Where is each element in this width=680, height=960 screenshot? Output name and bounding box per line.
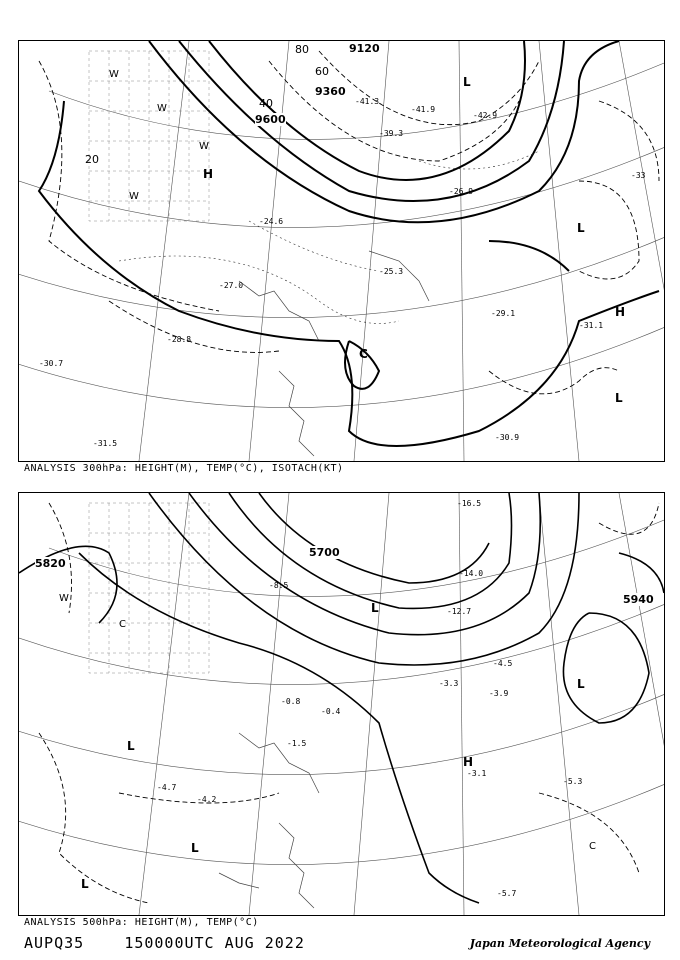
warm-marker: W [109,69,119,80]
station-temp: -0.8 [281,697,301,706]
warm-marker: W [129,191,139,202]
station-temp: -33 [631,171,646,180]
contour-label-9360: 9360 [315,85,346,98]
isotach-label-80: 80 [295,43,309,56]
station-temp: -1.5 [287,739,307,748]
high-center: H [203,167,214,181]
station-temp: -29.1 [491,309,516,318]
station-temp: -41.9 [411,105,436,114]
contour-label-9120: 9120 [349,42,380,55]
station-temp: -24.6 [259,217,284,226]
agency-credit: Japan Meteorological Agency [469,937,650,950]
isotach-label-60: 60 [315,65,329,78]
high-center: H [615,305,626,319]
graticule [19,41,664,461]
chart-500hpa-caption: ANALYSIS 500hPa: HEIGHT(M), TEMP(°C) [24,917,259,928]
contour-label-5820: 5820 [35,557,66,570]
graticule [19,493,664,915]
station-temp: -4.7 [157,783,177,792]
low-center: L [577,221,585,235]
station-temp: -28.8 [167,335,192,344]
station-temp: -30.9 [495,433,520,442]
isotach-label-20: 20 [85,153,99,166]
station-temp: -31.1 [579,321,604,330]
station-temp: -39.3 [379,129,404,138]
low-center: L [371,601,379,615]
station-temp: -26.9 [449,187,474,196]
cold-center: C [589,841,596,852]
station-temp: -27.0 [219,281,244,290]
cold-center: C [119,619,126,630]
station-temp: -12.7 [447,607,472,616]
station-temp: -8.5 [269,581,289,590]
chart-500hpa-map [19,493,664,915]
valid-time: 150000UTC AUG 2022 [124,934,305,952]
low-center: L [615,391,623,405]
low-center: L [577,677,585,691]
coastline [239,251,429,456]
chart-300hpa [18,40,665,462]
station-temp: -3.9 [489,689,509,698]
high-center: H [463,755,474,769]
station-temp: -41.3 [355,97,380,106]
product-code: AUPQ35 [24,934,85,952]
station-temp: -14.0 [459,569,484,578]
isotach-label-40: 40 [259,97,273,110]
coastline [219,733,319,908]
contour-label-5940: 5940 [623,593,654,606]
station-temp: -42.9 [473,111,498,120]
chart-300hpa-caption: ANALYSIS 300hPa: HEIGHT(M), TEMP(°C), ISOTACH(KT) [24,463,344,474]
low-center: L [81,877,89,891]
station-temp: -31.5 [93,439,118,448]
low-center: L [463,75,471,89]
chart-product-id [24,934,305,952]
station-temp: -5.7 [497,889,517,898]
station-temp: -4.5 [493,659,513,668]
station-temp: -3.1 [467,769,487,778]
station-temp: -4.2 [197,795,217,804]
warm-marker: W [157,103,167,114]
contour-label-9600: 9600 [255,113,286,126]
warm-marker: W [199,141,209,152]
chart-500hpa [18,492,665,916]
chart-300hpa-map [19,41,664,461]
terrain-hatch [89,503,209,673]
cold-center: C [359,347,368,361]
height-contours [39,41,659,446]
height-contours [19,493,664,903]
station-temp: -5.3 [563,777,583,786]
station-temp: -25.3 [379,267,404,276]
station-temp: -16.5 [457,499,482,508]
low-center: L [191,841,199,855]
station-temp: -0.4 [321,707,341,716]
warm-marker: W [59,593,69,604]
low-center: L [127,739,135,753]
contour-label-5700: 5700 [309,546,340,559]
terrain-hatch [89,51,209,221]
station-temp: -3.3 [439,679,459,688]
station-temp: -30.7 [39,359,64,368]
